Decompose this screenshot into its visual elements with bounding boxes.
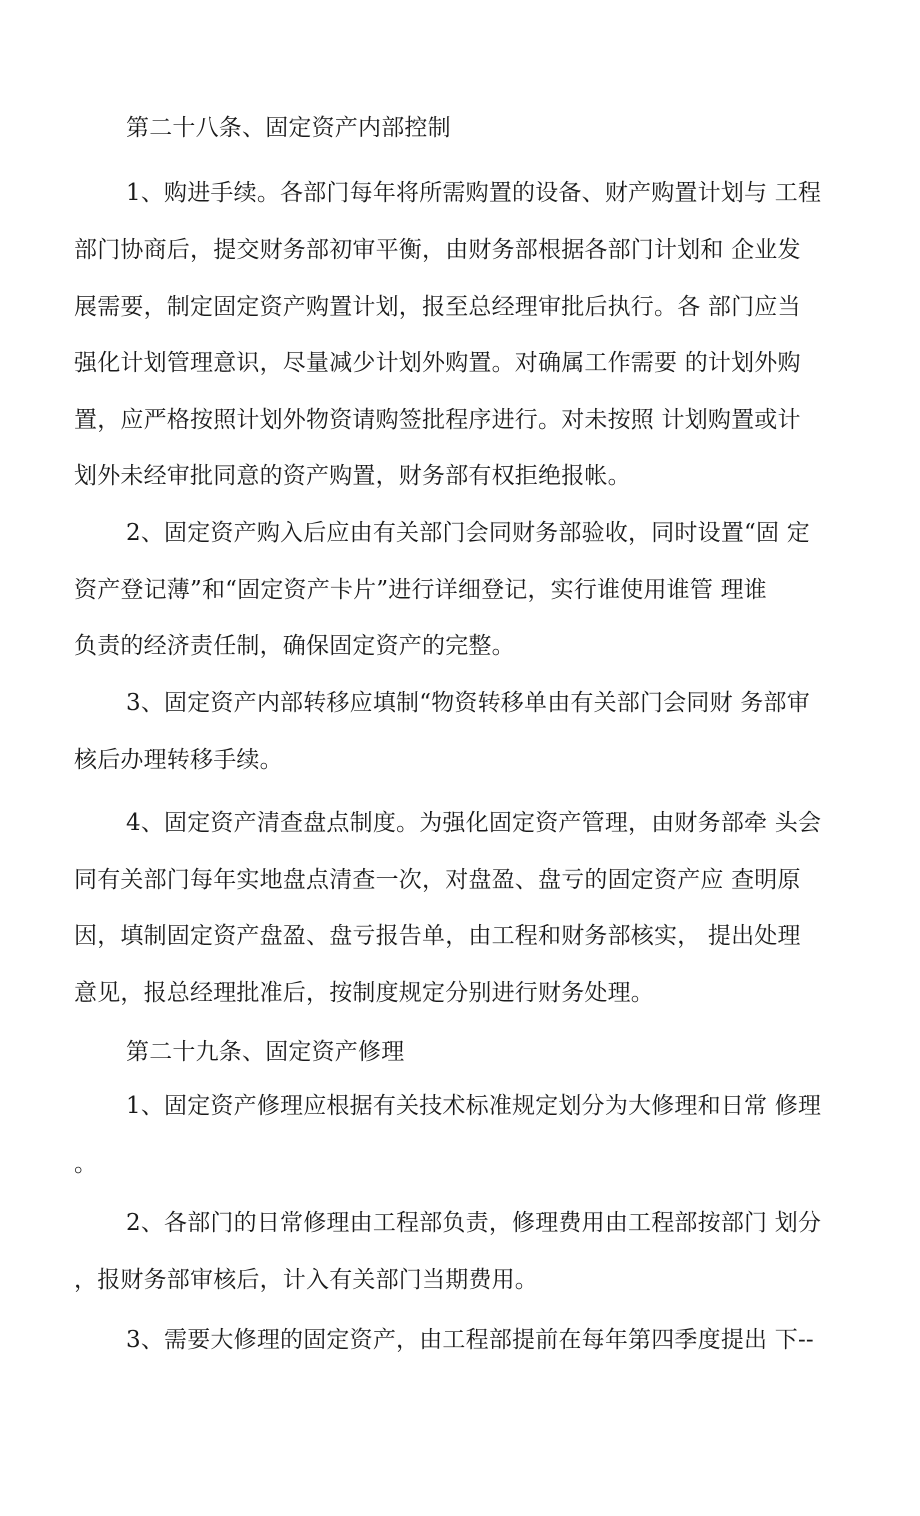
paragraph-line: 1、固定资产修理应根据有关技术标准规定划分为大修理和日常 修理 [126,1093,822,1119]
paragraph-line: 资产登记薄”和“固定资产卡片”进行详细登记，实行谁使用谁管 理谁 [74,577,767,603]
paragraph-line: 1、购进手续。各部门每年将所需购置的设备、财产购置计划与 工程 [126,180,822,206]
paragraph-line: 因，填制固定资产盘盈、盘亏报告单，由工程和财务部核实， 提出处理 [74,923,801,949]
paragraph-line: 置，应严格按照计划外物资请购签批程序进行。对未按照 计划购置或计 [74,407,801,433]
paragraph-line: ，报财务部审核后，计入有关部门当期费用。 [74,1267,538,1293]
paragraph-line: 4、固定资产清查盘点制度。为强化固定资产管理，由财务部牵 头会 [126,810,822,836]
paragraph-line: 意见，报总经理批准后，按制度规定分别进行财务处理。 [74,980,654,1006]
paragraph-line: 负责的经济责任制，确保固定资产的完整。 [74,633,515,659]
article-29-heading: 第二十九条、固定资产修理 [126,1039,405,1065]
paragraph-line: 同有关部门每年实地盘点清查一次，对盘盈、盘亏的固定资产应 查明原 [74,867,801,893]
article-28-heading: 第二十八条、固定资产内部控制 [126,115,451,141]
paragraph-line: 3、固定资产内部转移应填制“物资转移单由有关部门会同财 务部审 [126,690,810,716]
paragraph-line: 展需要，制定固定资产购置计划，报至总经理审批后执行。各 部门应当 [74,294,801,320]
paragraph-line: 核后办理转移手续。 [74,747,283,773]
paragraph-line: 2、各部门的日常修理由工程部负责，修理费用由工程部按部门 划分 [126,1210,822,1236]
paragraph-line: 划外未经审批同意的资产购置，财务部有权拒绝报帐。 [74,463,631,489]
paragraph-line: 2、固定资产购入后应由有关部门会同财务部验收，同时设置“固 定 [126,520,810,546]
paragraph-line: 强化计划管理意识，尽量减少计划外购置。对确属工作需要 的计划外购 [74,350,801,376]
paragraph-line: 部门协商后，提交财务部初审平衡，由财务部根据各部门计划和 企业发 [74,237,801,263]
paragraph-line: 3、需要大修理的固定资产，由工程部提前在每年第四季度提出 下-- [126,1327,814,1353]
paragraph-line: 。 [74,1151,98,1177]
